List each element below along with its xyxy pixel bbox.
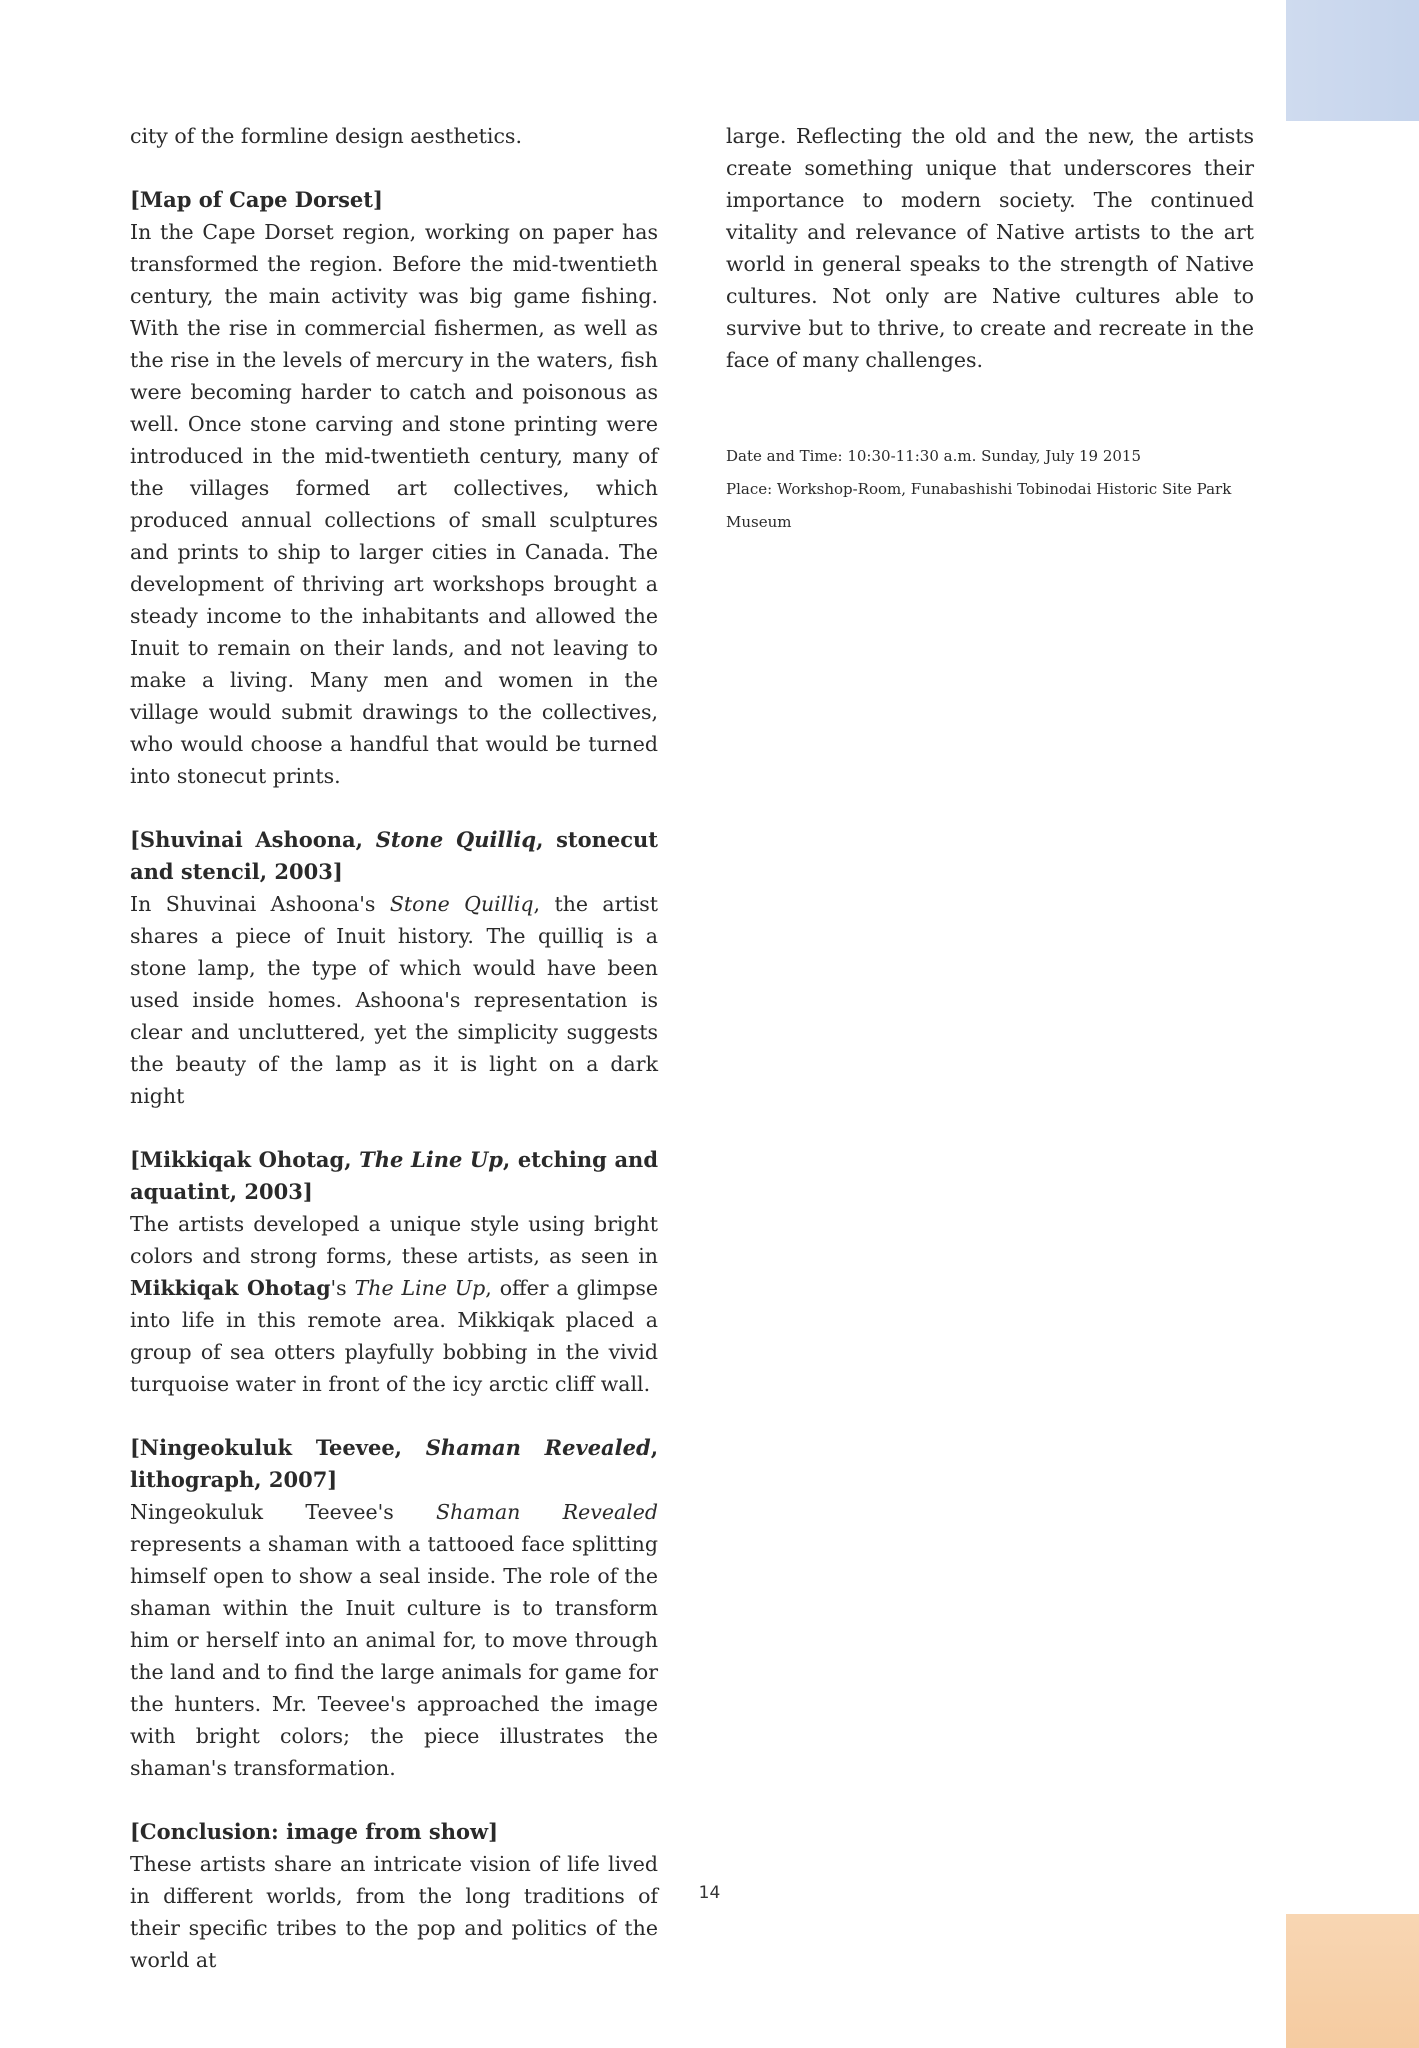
body-text: , the artist shares a piece of Inuit history. The quilliq is a stone lamp, the type of which would have been used inside homes. Ashoona's representation is clear and uncluttered, yet the simplicity suggests the beauty of the lamp as it is light on a dark night bbox=[130, 892, 658, 1108]
artwork-title: The Line Up bbox=[359, 1147, 503, 1172]
color-tab-bottom bbox=[1286, 1914, 1419, 2048]
heading-text: , etching and aquatint, 2003] bbox=[130, 1147, 659, 1204]
heading-text: [Ningeokuluk Teevee, bbox=[130, 1435, 426, 1460]
body-text: Ningeokuluk Teevee's bbox=[130, 1500, 437, 1524]
body-text: , offer a glimpse into life in this remote area. Mikkiqak placed a group of sea otters playfully bobbing in the vivid turquoise water in front of the icy arctic cliff wall. bbox=[130, 1276, 658, 1396]
section-body bbox=[130, 888, 658, 1112]
section-the-line-up bbox=[130, 1144, 658, 1400]
section-heading: [Map of Cape Dorset] bbox=[130, 187, 383, 212]
section-stone-quilliq bbox=[130, 824, 658, 1112]
right-column bbox=[726, 120, 1254, 539]
artist-name: Mikkiqak Ohotag bbox=[130, 1276, 331, 1300]
artwork-title: Stone Quilliq bbox=[375, 827, 537, 852]
section-shaman-revealed bbox=[130, 1432, 658, 1784]
heading-text: , lithograph, 2007] bbox=[130, 1435, 658, 1492]
heading-text: [Shuvinai Ashoona, bbox=[130, 827, 376, 852]
section-heading bbox=[130, 1144, 658, 1208]
body-text: represents a shaman with a tattooed face splitting himself open to show a seal inside. The role of the shaman within the Inuit culture is to transform him or herself into an animal for, to move through the land and to find the large animals for game for the hunters. Mr. Teevee's approached the image with bright colors; the piece illustrates the shaman's transformation. bbox=[130, 1532, 658, 1780]
body-text: 's bbox=[330, 1276, 355, 1300]
section-map-cape-dorset bbox=[130, 184, 658, 792]
section-body: These artists share an intricate vision of life lived in different worlds, from the long traditions of their specific tribes to the pop and politics of the world at bbox=[130, 1852, 658, 1972]
section-heading bbox=[130, 824, 658, 888]
section-body bbox=[130, 1208, 658, 1400]
section-body bbox=[130, 1496, 658, 1784]
event-place: Place: Workshop-Room, Funabashishi Tobinodai Historic Site Park Museum bbox=[726, 480, 1232, 531]
artwork-title: Stone Quilliq bbox=[389, 892, 534, 916]
section-heading bbox=[130, 1432, 658, 1496]
heading-text: [Mikkiqak Ohotag, bbox=[130, 1147, 360, 1172]
color-tab-top bbox=[1286, 0, 1419, 121]
section-heading: [Conclusion: image from show] bbox=[130, 1819, 499, 1844]
conclusion-continued: large. Reflecting the old and the new, the artists create something unique that underscores their importance to modern society. The continued vitality and relevance of Native artists to the art world in general speaks to the strength of Native cultures. Not only are Native cultures able to survive but to thrive, to create and recreate in the face of many challenges. bbox=[726, 124, 1254, 372]
artwork-title: Shaman Revealed bbox=[425, 1435, 651, 1460]
section-body: In the Cape Dorset region, working on paper has transformed the region. Before the mid-twentieth century, the main activity was big game fishing. With the rise in commercial fishermen, as well as the rise in the levels of mercury in the waters, fish were becoming harder to catch and poisonous as well. Once stone carving and stone printing were introduced in the mid-twentieth century, many of the villages formed art collectives, which produced annual collections of small sculptures and prints to ship to larger cities in Canada. The development of thriving art workshops brought a steady income to the inhabitants and allowed the Inuit to remain on their lands, and not leaving to make a living. Many men and women in the village would submit drawings to the collectives, who would choose a handful that would be turned into stonecut prints. bbox=[130, 220, 658, 788]
artwork-title: The Line Up bbox=[354, 1276, 486, 1300]
body-text: The artists developed a unique style using bright colors and strong forms, these artists, as seen in bbox=[130, 1212, 658, 1268]
page-number: 14 bbox=[698, 1883, 721, 1903]
left-column bbox=[130, 120, 658, 1976]
artwork-title: Shaman Revealed bbox=[436, 1500, 658, 1524]
heading-text: , stonecut and stencil, 2003] bbox=[130, 827, 658, 884]
body-text: In Shuvinai Ashoona's bbox=[130, 892, 390, 916]
intro-paragraph: city of the formline design aesthetics. bbox=[130, 124, 522, 148]
event-date-time: Date and Time: 10:30-11:30 a.m. Sunday, July 19 2015 bbox=[726, 447, 1142, 465]
